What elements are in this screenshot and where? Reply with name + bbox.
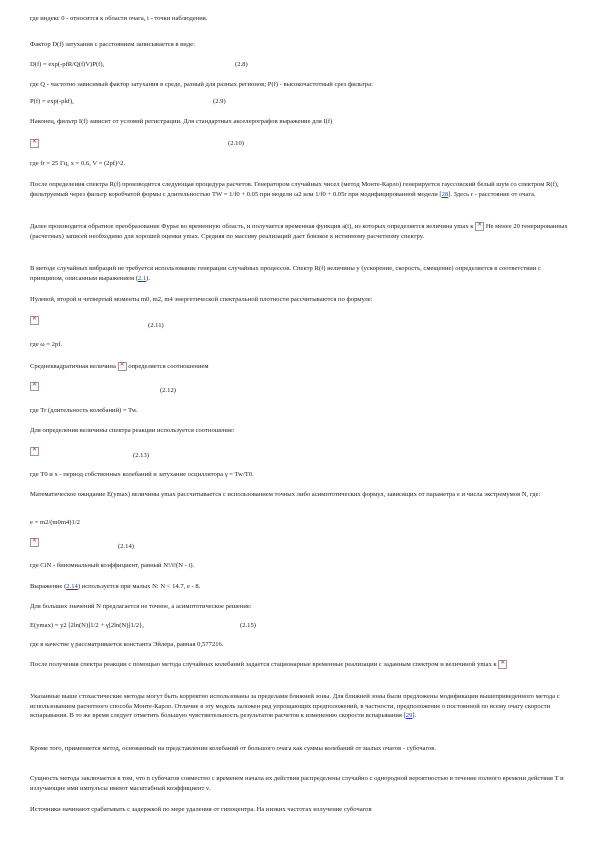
equation-2-9 [30, 97, 570, 107]
paragraph-text: Далее производится обратное преобразование Фурье во временную область, и получается временная функция a(t), из которых определяется величина ymax к [30, 223, 474, 231]
paragraph: где T0 и x - период собственных колебаний и затухание осциллятора γ = Tw/T0. [30, 471, 254, 478]
equation-number: (2.14) [118, 543, 134, 550]
equation-2-15 [30, 621, 570, 631]
paragraph [30, 660, 570, 670]
equation-link[interactable]: 2.14 [66, 583, 78, 590]
broken-image-icon [30, 382, 39, 391]
equation-2-14 [30, 538, 570, 548]
paragraph: где ω = 2pf. [30, 341, 63, 348]
paragraph: Источники начинают срабатывать с задержкой по мере удаления от гипоцентра. На низких частотах излучение субочагов [30, 806, 372, 813]
paragraph-text: В методе случайных вибраций не требуется использование генерации случайных процессов. Спектр R(f) величины y (ускорение, скорость, смещение) определяется в соответствии с принципом, описанным выражением ( [30, 265, 541, 282]
broken-image-icon [475, 222, 484, 231]
paragraph [30, 582, 570, 592]
paragraph-text: определяется соотношением [128, 363, 209, 371]
paragraph-text: ]. Здесь r - расстояние от очага. [448, 190, 536, 198]
equation-e: e = m2/(m0m4)1/2 [30, 519, 80, 526]
paragraph: где fr = 25 Гц, x = 0.6, V = (2pf)^2. [30, 160, 126, 167]
broken-image-icon [30, 316, 39, 325]
paragraph-text: Среднеквадратичная величина [30, 363, 116, 371]
paragraph [30, 222, 570, 241]
paragraph [30, 180, 570, 199]
paragraph: где в качестве γ рассматривается константа Эйлера, равная 0,577216. [30, 641, 224, 648]
paragraph: где индекс 0 - относится к области очага, i - точки наблюдения. [30, 15, 208, 22]
paragraph-text: Не менее 20 генерированных (расчетных) записей необходимо для хорошей оценки ymax. Средняя по массиву реализаций дает близкое к истинному расчетному спектру. [30, 223, 568, 240]
equation-number: (2.11) [148, 322, 164, 329]
broken-image-icon [498, 660, 507, 669]
equation-number: (2.9) [213, 98, 226, 105]
paragraph [30, 362, 570, 372]
equation-number: (2.15) [240, 622, 256, 629]
equation-2-8 [30, 60, 570, 70]
reference-link[interactable]: 29 [405, 712, 413, 720]
paragraph: Математическое ожидание E(ymax) величины ymax рассчитывается с использованием точных либо асимптотических формул, зависящих от параметра e и числа экстремумов N, где: [30, 491, 541, 498]
broken-image-icon [30, 139, 39, 148]
equation-2-10 [30, 139, 570, 149]
paragraph: Наконец, фильтр I(f) зависит от условий регистрации. Для стандартных акселерографов выражение для I(f) [30, 118, 333, 125]
broken-image-icon [118, 362, 127, 371]
paragraph: где Q - частотно зависимый фактор затухания в среде, разный для разных регионов; P(f) - высокочастотный срез фильтра: [30, 81, 373, 88]
paragraph [30, 692, 570, 721]
equation-2-13 [30, 447, 570, 457]
equation-2-11 [30, 316, 570, 329]
paragraph: Для определения величины спектра реакции используется соотношение: [30, 427, 235, 434]
paragraph: Фактор D(f) затухания с расстоянием записывается в виде: [30, 41, 195, 48]
equation-2-12 [30, 382, 570, 392]
paragraph: где Tr (длительность колебаний) = Tw. [30, 407, 138, 414]
paragraph: Для больших значений N предлагается не точное, а асимптотическое решение: [30, 603, 252, 610]
paragraph: Сущность метода заключается в том, что n субочагов совместно с временем начала их действия распределены случайно с однородной вероятностью в течение полного времени действия T и излучающие ими импульсы имеют масштабный коэффициент ν. [30, 775, 564, 792]
paragraph-text: ). [146, 274, 150, 282]
paragraph: Кроме того, применяется метод, основанный на представлении колебаний от большого очага как суммы колебаний от малых очагов - субочагов. [30, 745, 437, 752]
equation-number: (2.12) [160, 387, 176, 394]
equation-text: E(ymax) = y2 [2ln(N)]1/2 + γ[2ln(N)]1/2}, [30, 622, 144, 629]
paragraph: где CiN - биномиальный коэффициент, равный N!/i!(N - i). [30, 562, 195, 569]
paragraph-text: Указанные выше стохастические методы могут быть корректно использованы за пределами ближней зоны. Для ближней зоны были предложены модификации вышеприведенного метода с использованием расчетного способа Монте-Карло. Отличие в эту модель заложен ряд упрощающих предположений, в частности, предположение о постоянной по всему очагу скорости вспарывания. В то же время следует отметить большую чувствительность результатов расчетов к изменению скорости вспарывания [ [30, 693, 560, 720]
paragraph [30, 264, 570, 283]
paragraph-text: Выражение ( [30, 583, 67, 590]
equation-number: (2.10) [228, 140, 244, 147]
equation-text: D(f) = exp(-pfR/Q(f)V)P(f), [30, 61, 105, 68]
broken-image-icon [30, 538, 39, 547]
equation-number: (2.8) [235, 61, 248, 68]
paragraph-text: ) используется при малых N: N < 14.7, e - 8. [77, 583, 201, 590]
paragraph-text: ]. [412, 712, 417, 720]
equation-text: P(f) = exp(-pkf), [30, 98, 74, 105]
equation-link[interactable]: 2.1 [137, 274, 147, 282]
equation-number: (2.13) [133, 452, 149, 459]
paragraph-text: После определения спектра R(f) производится следующая процедура расчетов. Генератором случайных чисел (метод Монте-Карло) генерируется гауссовский белый шум со спектром R(f), фильтруемый через фильтр коробчатой формы с длительностью TW = 1/f0 + 0.05 при модели ω2 или 1/f0 + 0.05r при модифицированной модели [ [30, 181, 559, 198]
broken-image-icon [30, 447, 39, 456]
reference-link[interactable]: 28 [441, 190, 449, 198]
paragraph: Нулевой, второй и четвертый моменты m0, m2, m4 энергетической спектральной плотности рассчитываются по формуле: [30, 296, 373, 303]
paragraph-text: После получения спектра реакции с помощью метода случайных колебаний задается стационарные временные реализации с заданным спектром и величиной ymax к [30, 661, 497, 669]
